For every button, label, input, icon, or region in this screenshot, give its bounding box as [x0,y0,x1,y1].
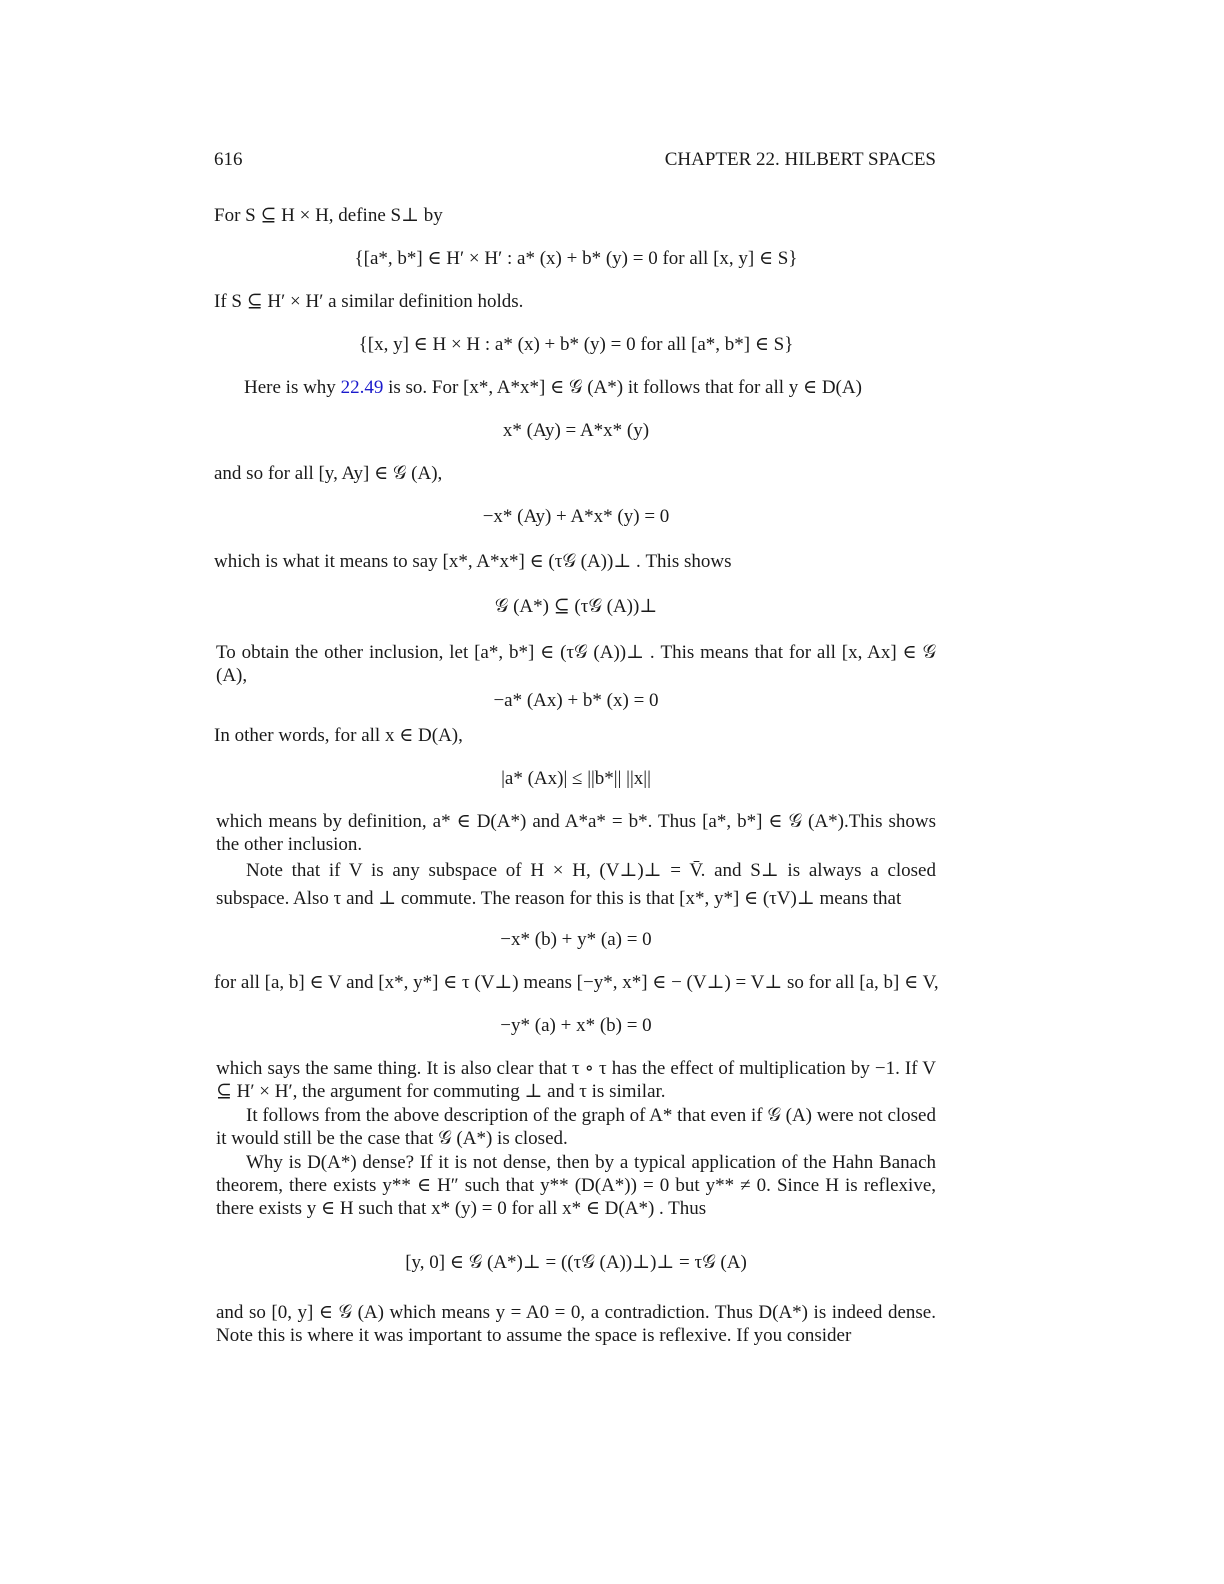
paragraph: which means by definition, a* ∈ D(A*) and A*a* = b*. Thus [a*, b*] ∈ 𝒢 (A*).This shows the other inclusion. [216,811,936,855]
equation: [y, 0] ∈ 𝒢 (A*)⊥ = ((τ𝒢 (A))⊥)⊥ = τ𝒢 (A) [405,1252,747,1273]
text-line: If S ⊆ H′ × H′ a similar definition holds. [214,291,524,312]
equation: {[x, y] ∈ H × H : a* (x) + b* (y) = 0 for all [a*, b*] ∈ S} [358,334,794,355]
equation-reference-link[interactable]: 22.49 [340,377,384,398]
equation: |a* (Ax)| ≤ ||b*|| ||x|| [501,768,651,789]
text-line: and so for all [y, Ay] ∈ 𝒢 (A), [214,463,443,484]
paragraph: It follows from the above description of the graph of A* that even if 𝒢 (A) were not closed it would still be the case that 𝒢 (A*) is closed. [216,1105,936,1149]
paragraph: Note that if V is any subspace of H × H, (V⊥)⊥ = V̄. and S⊥ is always a closed subspace. Also τ and ⊥ commute. The reason for this is that [x*, y*] ∈ (τV)⊥ means that [216,860,936,909]
text-fragment: Here is why [244,377,341,398]
equation: {[a*, b*] ∈ H′ × H′ : a* (x) + b* (y) = 0 for all [x, y] ∈ S} [354,248,798,269]
paragraph: To obtain the other inclusion, let [a*, b*] ∈ (τ𝒢 (A))⊥ . This means that for all [x, Ax] ∈ 𝒢 (A), [216,642,936,686]
text-line: which is what it means to say [x*, A*x*] ∈ (τ𝒢 (A))⊥ . This shows [214,551,732,572]
chapter-title: CHAPTER 22. HILBERT SPACES [664,149,936,170]
paragraph: which says the same thing. It is also clear that τ ∘ τ has the effect of multiplication by −1. If V ⊆ H′ × H′, the argument for commuting ⊥ and τ is similar. [216,1058,936,1102]
text-line: for all [a, b] ∈ V and [x*, y*] ∈ τ (V⊥) means [−y*, x*] ∈ − (V⊥) = V⊥ so for all [a, b] ∈ V, [214,972,939,993]
equation: 𝒢 (A*) ⊆ (τ𝒢 (A))⊥ [494,596,658,617]
text-line: In other words, for all x ∈ D(A), [214,725,463,746]
equation: −x* (Ay) + A*x* (y) = 0 [482,506,670,527]
text-fragment: is so. For [x*, A*x*] ∈ 𝒢 (A*) it follows that for all y ∈ D(A) [383,377,862,398]
text-line: For S ⊆ H × H, define S⊥ by [214,205,443,226]
equation: x* (Ay) = A*x* (y) [502,420,650,441]
page-number: 616 [214,149,243,170]
paragraph: Why is D(A*) dense? If it is not dense, then by a typical application of the Hahn Banach theorem, there exists y** ∈ H″ such that y** (D(A*)) = 0 but y** ≠ 0. Since H is reflexive, there exists y ∈ H such that x* (y) = 0 for all x* ∈ D(A*) . Thus [216,1152,936,1219]
equation: −a* (Ax) + b* (x) = 0 [493,690,659,711]
equation: −x* (b) + y* (a) = 0 [500,929,652,950]
paragraph: and so [0, y] ∈ 𝒢 (A) which means y = A0 = 0, a contradiction. Thus D(A*) is indeed dense. Note this is where it was important to assume the space is reflexive. If you consider [216,1302,936,1346]
text-line [244,376,862,399]
equation: −y* (a) + x* (b) = 0 [500,1015,652,1036]
